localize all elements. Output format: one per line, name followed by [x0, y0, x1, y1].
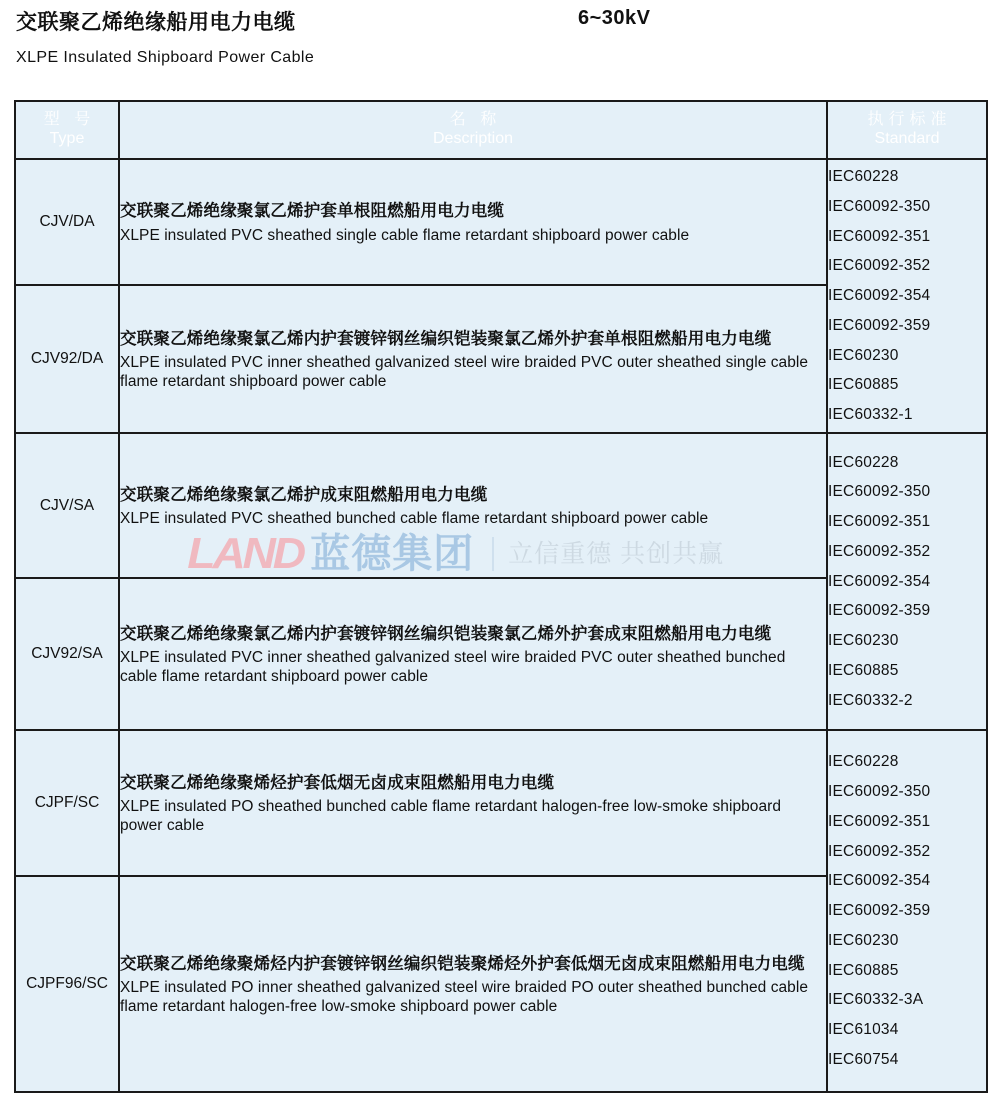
standard-item: IEC60092-354 [828, 572, 931, 590]
description-cn: 交联聚乙烯绝缘聚氯乙烯护成束阻燃船用电力电缆 [120, 485, 488, 504]
table-row [15, 433, 987, 578]
standard-item: IEC60332-3A [828, 991, 924, 1009]
watermark-slogan: 立信重德 共创共赢 [508, 539, 725, 568]
column-header-description-cn: 名 称 [449, 111, 502, 129]
standard-item: IEC60092-359 [828, 902, 931, 920]
description-cn: 交联聚乙烯绝缘聚氯乙烯护套单根阻燃船用电力电缆 [120, 202, 505, 221]
standard-item: IEC60092-350 [828, 783, 931, 801]
standard-item: IEC60332-1 [828, 406, 913, 424]
cell-description [119, 876, 827, 1092]
cell-standard-group-3 [827, 730, 987, 1092]
standard-item: IEC60092-354 [828, 872, 931, 890]
table-header-row [15, 101, 987, 159]
standard-item: IEC60092-350 [828, 197, 931, 215]
cell-description [119, 159, 827, 285]
table-body [15, 159, 987, 1092]
table-header [15, 101, 987, 159]
column-header-type [15, 101, 119, 159]
cell-description [119, 433, 827, 578]
standard-item: IEC61034 [828, 1021, 899, 1039]
description-cn: 交联聚乙烯绝缘聚烯烃内护套镀锌钢丝编织铠装聚烯烃外护套低烟无卤成束阻燃船用电力电缆 [120, 954, 805, 973]
description-cn: 交联聚乙烯绝缘聚氯乙烯内护套镀锌钢丝编织铠装聚氯乙烯外护套成束阻燃船用电力电缆 [120, 624, 772, 643]
standard-item: IEC60092-352 [828, 842, 931, 860]
standard-item: IEC60092-351 [828, 513, 931, 531]
cell-description [119, 578, 827, 730]
cell-type: CJV/DA [15, 159, 119, 285]
description-en: XLPE insulated PVC sheathed single cable flame retardant shipboard power cable [120, 226, 690, 244]
standard-item: IEC60230 [828, 346, 899, 364]
column-header-standard-en: Standard [874, 130, 940, 147]
cell-type: CJV/SA [15, 433, 119, 578]
table-row [15, 159, 987, 285]
standard-item: IEC60230 [828, 931, 899, 949]
voltage-rating: 6~30kV [578, 7, 651, 29]
column-header-standard [827, 101, 987, 159]
description-cn: 交联聚乙烯绝缘聚烯烃护套低烟无卤成束阻燃船用电力电缆 [120, 773, 555, 792]
standard-item: IEC60092-350 [828, 483, 931, 501]
watermark-brand-latin: LAND [187, 529, 303, 578]
standard-item: IEC60092-359 [828, 316, 931, 334]
cell-type: CJPF96/SC [15, 876, 119, 1092]
description-en: XLPE insulated PO sheathed bunched cable flame retardant halogen-free low-smoke shipboard power cable [120, 798, 782, 835]
cable-spec-table [14, 100, 988, 1093]
page-title-cn: 交联聚乙烯绝缘船用电力电缆 [16, 11, 296, 34]
page-title-en: XLPE Insulated Shipboard Power Cable [16, 49, 315, 66]
standard-item: IEC60885 [828, 961, 899, 979]
watermark-brand-cn: 蓝德集团 [310, 532, 475, 576]
standard-item: IEC60092-354 [828, 287, 931, 305]
description-en: XLPE insulated PO inner sheathed galvanized steel wire braided PO outer sheathed bunched cable flame retardant halogen-free low-smoke shipboard power cable [120, 979, 809, 1016]
cell-type: CJV92/SA [15, 578, 119, 730]
description-en: XLPE insulated PVC inner sheathed galvanized steel wire braided PVC outer sheathed bunched cable flame retardant shipboard power cable [120, 649, 786, 686]
column-header-description [119, 101, 827, 159]
standard-item: IEC60092-352 [828, 542, 931, 560]
standard-item: IEC60885 [828, 376, 899, 394]
standard-item: IEC60092-359 [828, 602, 931, 620]
standard-item: IEC60230 [828, 632, 899, 650]
column-header-type-en: Type [49, 130, 85, 147]
description-en: XLPE insulated PVC inner sheathed galvanized steel wire braided PVC outer sheathed single cable flame retardant shipboard power cable [120, 354, 809, 391]
standard-item: IEC60754 [828, 1050, 899, 1068]
table-row [15, 730, 987, 876]
cell-description [119, 730, 827, 876]
standard-item: IEC60092-351 [828, 227, 931, 245]
column-header-standard-cn: 执行标准 [867, 111, 952, 129]
cell-type: CJPF/SC [15, 730, 119, 876]
page-header [0, 0, 1000, 90]
standard-item: IEC60092-351 [828, 812, 931, 830]
column-header-type-cn: 型 号 [43, 111, 96, 129]
cell-standard-group-2 [827, 433, 987, 730]
column-header-description-en: Description [432, 130, 514, 147]
description-en: XLPE insulated PVC sheathed bunched cable flame retardant shipboard power cable [120, 510, 709, 528]
standard-item: IEC60332-2 [828, 691, 913, 709]
cell-description [119, 285, 827, 433]
standard-item: IEC60885 [828, 661, 899, 679]
standard-item: IEC60228 [828, 453, 899, 471]
cell-standard-group-1 [827, 159, 987, 433]
standard-item: IEC60092-352 [828, 257, 931, 275]
standard-item: IEC60228 [828, 168, 899, 186]
cell-type: CJV92/DA [15, 285, 119, 433]
standard-item: IEC60228 [828, 753, 899, 771]
description-cn: 交联聚乙烯绝缘聚氯乙烯内护套镀锌钢丝编织铠装聚氯乙烯外护套单根阻燃船用电力电缆 [120, 329, 772, 348]
